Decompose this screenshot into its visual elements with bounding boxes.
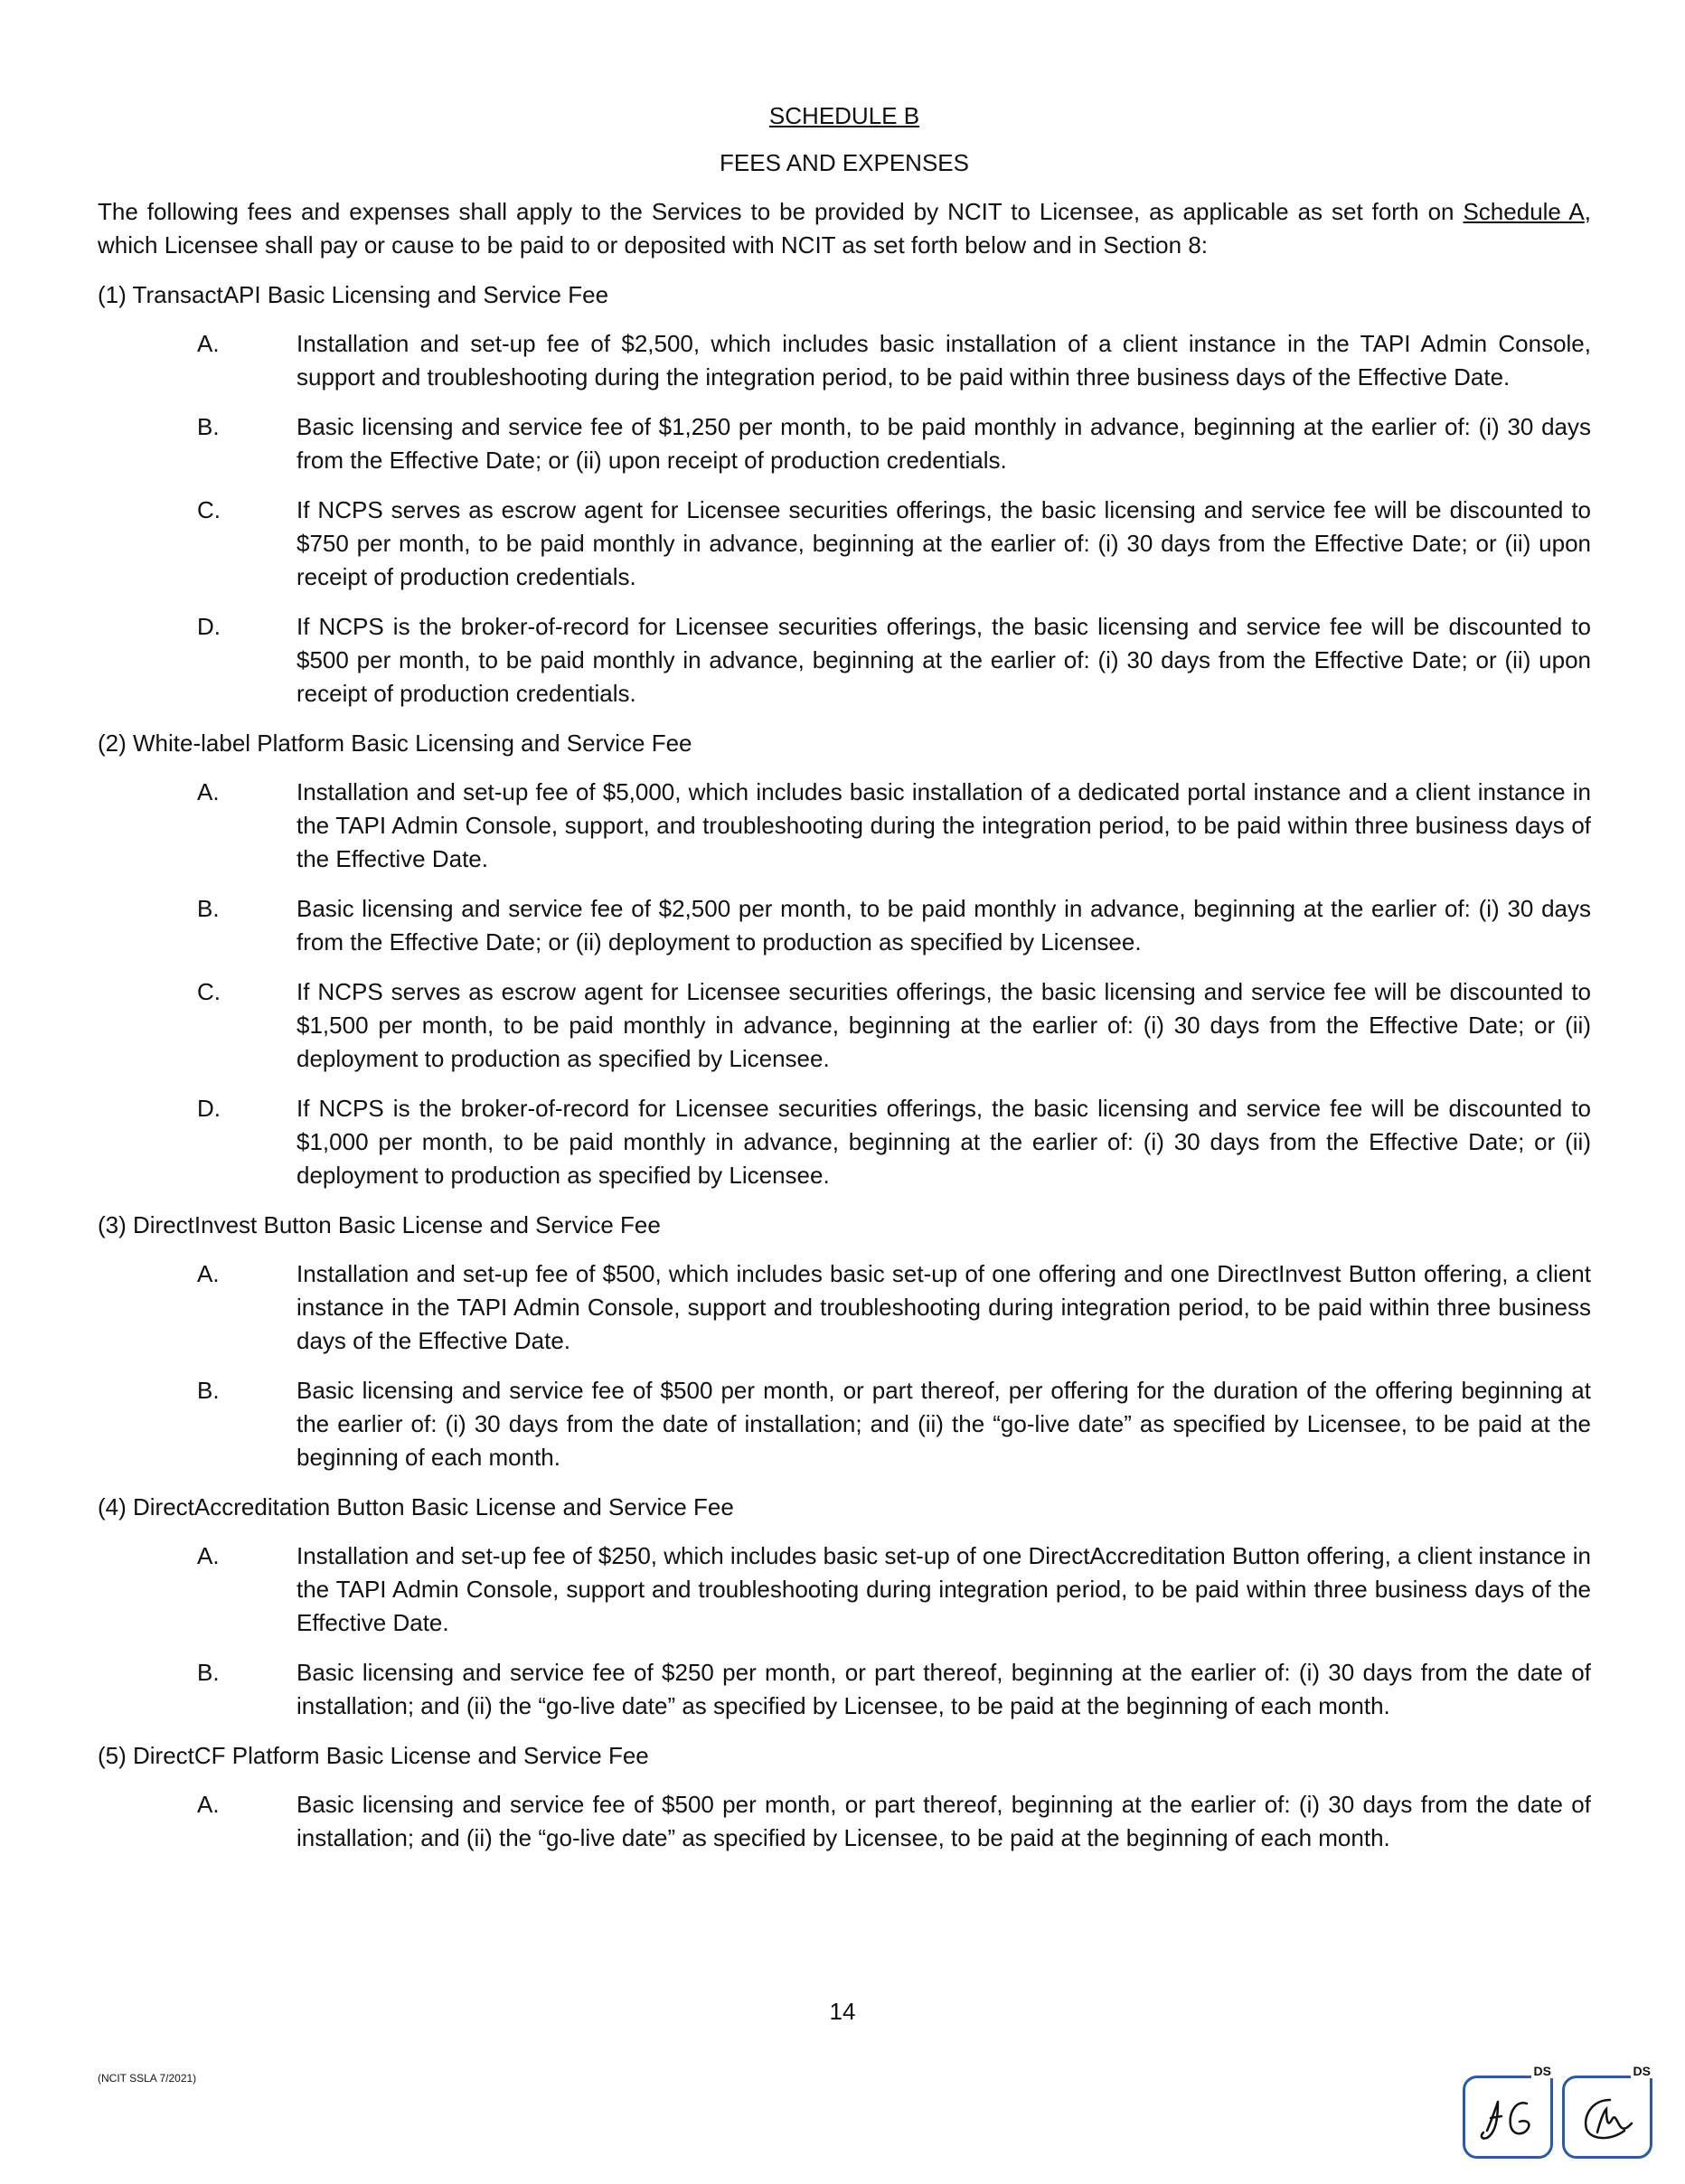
document-page [98, 99, 1591, 1855]
item-text: If NCPS serves as escrow agent for Licensee securities offerings, the basic licensing and service fee will be discounted to $1,500 per month, to be paid monthly in advance, beginning at the earlier of: (i) 30 days from the Effective Date; or (ii) deployment to production as specified by Licensee. [297, 978, 1591, 1072]
section-2-item-b [98, 892, 1591, 959]
item-text: If NCPS is the broker-of-record for Licensee securities offerings, the basic licensing and service fee will be discounted to $1,000 per month, to be paid monthly in advance, beginning at the earlier of: (i) 30 days from the Effective Date; or (ii) deployment to production as specified by Licensee. [297, 1095, 1591, 1189]
section-2-item-c [98, 975, 1591, 1076]
item-letter: D. [197, 1095, 221, 1122]
section-1-item-a [98, 327, 1591, 394]
item-text: Basic licensing and service fee of $2,500 per month, to be paid monthly in advance, beginning at the earlier of: (i) 30 days from the Effective Date; or (ii) deployment to production as specified by Licensee. [297, 895, 1591, 956]
section-1-item-c [98, 494, 1591, 594]
section-3-item-b [98, 1374, 1591, 1474]
handwritten-initials-cw-icon [1574, 2091, 1643, 2147]
section-heading-2: (2) White-label Platform Basic Licensing and Service Fee [98, 730, 692, 757]
item-letter: A. [197, 778, 220, 805]
page-number: 14 [829, 1998, 856, 2025]
intro-text-end: , which Licensee shall pay or cause to be paid to or deposited with NCIT as set forth below and in Section 8: [98, 198, 1591, 259]
docusign-tag: DS [1631, 2064, 1653, 2078]
item-text: Installation and set-up fee of $500, which includes basic set-up of one offering and one DirectInvest Button offering, a client instance in the TAPI Admin Console, support and troubleshooting during integration period, to be paid within three business days of the Effective Date. [297, 1260, 1591, 1354]
item-text: If NCPS is the broker-of-record for Licensee securities offerings, the basic licensing and service fee will be discounted to $500 per month, to be paid monthly in advance, beginning at the earlier of: (i) 30 days from the Effective Date; or (ii) upon receipt of production credentials. [297, 613, 1591, 707]
section-1-item-b [98, 410, 1591, 477]
intro-text-start: The following fees and expenses shall apply to the Services to be provided by NCIT to Licensee, as applicable as set forth on [98, 198, 1464, 225]
section-3-item-a [98, 1257, 1591, 1358]
item-text: Installation and set-up fee of $2,500, which includes basic installation of a client instance in the TAPI Admin Console, support and troubleshooting during the integration period, to be paid within three business days of the Effective Date. [297, 330, 1591, 391]
item-letter: B. [197, 1659, 220, 1686]
section-5-item-a [98, 1788, 1591, 1855]
item-letter: B. [197, 1377, 220, 1404]
section-4-item-a [98, 1539, 1591, 1640]
section-heading-4: (4) DirectAccreditation Button Basic License and Service Fee [98, 1493, 734, 1520]
handwritten-initials-jg-icon [1474, 2091, 1543, 2147]
item-text: Basic licensing and service fee of $1,250 per month, to be paid monthly in advance, beginning at the earlier of: (i) 30 days from the Effective Date; or (ii) upon receipt of production credentials. [297, 413, 1591, 474]
item-text: Installation and set-up fee of $250, which includes basic set-up of one DirectAccreditation Button offering, a client instance in the TAPI Admin Console, support and troubleshooting during integration period, to be paid within three business days of the Effective Date. [297, 1542, 1591, 1636]
item-letter: A. [197, 1260, 220, 1287]
item-letter: A. [197, 330, 220, 357]
item-letter: D. [197, 613, 221, 640]
section-heading-5: (5) DirectCF Platform Basic License and Service Fee [98, 1742, 649, 1769]
section-2-item-d [98, 1092, 1591, 1192]
section-heading-3: (3) DirectInvest Button Basic License and Service Fee [98, 1211, 661, 1238]
schedule-a-reference: Schedule A [1463, 198, 1585, 225]
item-text: Installation and set-up fee of $5,000, which includes basic installation of a dedicated portal instance and a client instance in the TAPI Admin Console, support, and troubleshooting during the integration period, to be paid within three business days of the Effective Date. [297, 778, 1591, 872]
item-text: Basic licensing and service fee of $500 per month, or part thereof, per offering for the duration of the offering beginning at the earlier of: (i) 30 days from the date of installation; and (ii) the “go-live date” as specified by Licensee, to be paid at the beginning of each month. [297, 1377, 1591, 1471]
item-letter: C. [197, 978, 221, 1005]
schedule-subtitle: FEES AND EXPENSES [720, 149, 969, 176]
item-text: Basic licensing and service fee of $500 per month, or part thereof, beginning at the earlier of: (i) 30 days from the date of installation; and (ii) the “go-live date” as specified by Licensee, to be paid at the beginning of each month. [297, 1791, 1591, 1851]
section-4-item-b [98, 1656, 1591, 1723]
docusign-initials-box-2 [1562, 2064, 1652, 2159]
schedule-title: SCHEDULE B [768, 102, 920, 129]
item-text: Basic licensing and service fee of $250 per month, or part thereof, beginning at the earlier of: (i) 30 days from the date of installation; and (ii) the “go-live date” as specified by Licensee, to be paid at the beginning of each month. [297, 1659, 1591, 1719]
docusign-initials-box-1 [1463, 2064, 1553, 2159]
item-letter: A. [197, 1542, 220, 1569]
item-text: If NCPS serves as escrow agent for Licensee securities offerings, the basic licensing and service fee will be discounted to $750 per month, to be paid monthly in advance, beginning at the earlier of: (i) 30 days from the Effective Date; or (ii) upon receipt of production credentials. [297, 496, 1591, 590]
footer-document-code: (NCIT SSLA 7/2021) [98, 2072, 197, 2085]
section-2-item-a [98, 776, 1591, 876]
intro-paragraph [98, 195, 1591, 262]
item-letter: B. [197, 895, 220, 922]
section-heading-1: (1) TransactAPI Basic Licensing and Service Fee [98, 281, 609, 308]
docusign-tag: DS [1531, 2064, 1554, 2078]
section-1-item-d [98, 610, 1591, 711]
item-letter: C. [197, 496, 221, 523]
item-letter: B. [197, 413, 220, 440]
item-letter: A. [197, 1791, 220, 1818]
